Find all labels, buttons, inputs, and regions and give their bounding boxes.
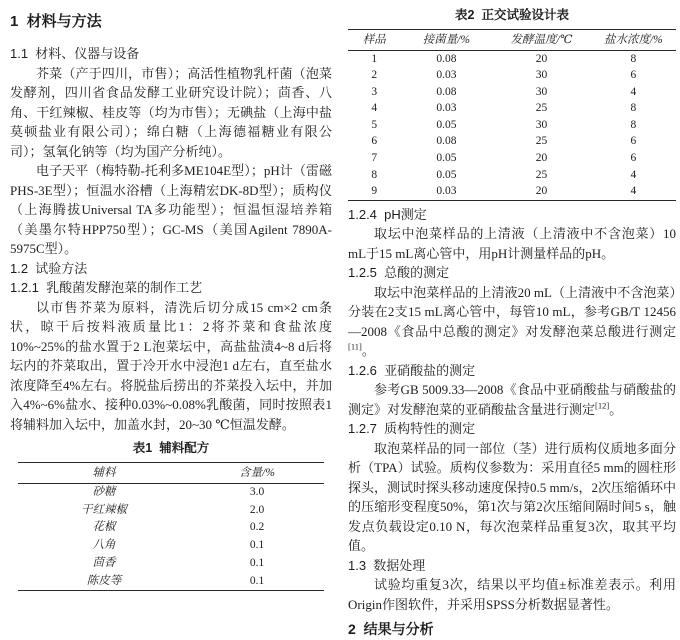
table-cell: 陈皮等	[86, 574, 122, 587]
table-cell: 0.1	[249, 556, 265, 569]
paragraph-materials: 芥菜（产于四川，市售）；高活性植物乳杆菌（泡菜发酵剂，四川省食品发酵工业研究设计院）；茴香、八角、干红辣椒、桂皮等（均为市售）；无碘盐（上海中盐莫顿盐业有限公司）；绵白糖（上海德福糖业有限公司）；氢氧化钠等（均为国产分析纯）。	[10, 65, 332, 159]
column-header: 含量/%	[190, 462, 324, 483]
section-heading-results-clipped: 2 结果与分析	[348, 621, 434, 638]
subsection-heading-nitrite: 1.2.6 亚硝酸盐的测定	[348, 362, 476, 378]
table-row	[348, 167, 676, 184]
table-auxiliary-ingredients	[18, 462, 324, 591]
table-row	[348, 150, 676, 167]
subsection-heading-pickle-process: 1.2.1 乳酸菌发酵泡菜的制作工艺	[10, 280, 203, 295]
table-cell: 8	[630, 52, 637, 65]
section-heading-materials-methods: 1 材料与方法	[10, 13, 102, 30]
table-cell: 干红辣椒	[81, 503, 128, 516]
table-cell: 花椒	[92, 521, 116, 534]
table-cell: 茴香	[92, 556, 116, 569]
table-cell: 3	[371, 85, 378, 98]
paragraph-total-acid-text: 取坛中泡菜样品的上清液20 mL（上清液中不含泡菜）分装在2支15 mL离心管中，每管10 mL，参考GB/T 12456—2008《食品中总酸的测定》对发酵泡菜总酸进行测定	[348, 284, 676, 339]
table-cell: 25	[535, 102, 548, 115]
table-cell: 2	[371, 69, 378, 82]
table-cell: 4	[630, 85, 637, 98]
table-cell: 0.05	[436, 118, 457, 131]
table-row	[348, 67, 676, 84]
table-cell: 0.1	[249, 574, 265, 587]
subsection-heading-methods: 1.2 试验方法	[10, 260, 88, 276]
table-cell: 0.03	[436, 69, 457, 82]
table-cell: 6	[371, 135, 378, 148]
table-cell: 4	[371, 102, 378, 115]
citation-ref-11: [11]	[348, 342, 362, 353]
table-cell: 0.03	[436, 185, 457, 198]
table-header-row	[348, 29, 676, 50]
table-cell: 30	[535, 69, 548, 82]
table-cell: 25	[535, 168, 548, 181]
table-cell: 0.08	[436, 85, 457, 98]
subsection-heading-data-processing: 1.3 数据处理	[348, 557, 426, 573]
table-row	[18, 537, 324, 555]
paragraph-data-processing: 试验均重复3次，结果以平均值±标准差表示。利用Origin作图软件，并采用SPSS分析数据显著性。	[348, 577, 676, 612]
paragraph-nitrite	[348, 380, 676, 419]
table-cell: 2.0	[249, 503, 265, 516]
table-row	[18, 501, 324, 519]
table-cell: 0.2	[249, 521, 265, 534]
paragraph-nitrite-text: 参考GB 5009.33—2008《食品中亚硝酸盐与硝酸盐的测定》对发酵泡菜的亚硝酸盐含量进行测定	[348, 382, 676, 417]
table-row	[348, 100, 676, 117]
subsection-heading-total-acid: 1.2.5 总酸的测定	[348, 265, 450, 281]
table-row	[348, 133, 676, 150]
table-row	[18, 519, 324, 537]
subsection-heading-materials-equipment: 1.1 材料、仪器与设备	[10, 46, 140, 61]
left-column	[10, 4, 332, 597]
table-header-row	[18, 462, 324, 483]
table-row	[348, 50, 676, 67]
table-cell: 5	[371, 118, 378, 131]
column-header: 发酵温度/℃	[492, 29, 590, 50]
column-header: 样品	[348, 29, 400, 50]
table-cell: 0.08	[436, 52, 457, 65]
table-cell: 8	[630, 118, 637, 131]
table-cell: 0.03	[436, 102, 457, 115]
table-cell: 3.0	[249, 486, 265, 499]
table-cell: 20	[535, 52, 548, 65]
column-header: 接菌量/%	[400, 29, 492, 50]
table-cell: 0.1	[249, 539, 265, 552]
table-cell: 4	[630, 185, 637, 198]
table-cell: 20	[535, 185, 548, 198]
paragraph-pickle-process: 以市售芥菜为原料，清洗后切分成15 cm×2 cm条状，晾干后按料液质量比1：2将芥菜和食盐浓度10%~25%的盐水置于2 L泡菜坛中，高盐盐渍4~8 d后将坛内的芥菜取出，置于冷开水中浸泡1 d左右，直至盐水浓度降至4%左右。将脱盐后捞出的芥菜投入坛中，并加入4%~6%盐水、接种0.03%~0.08%乳酸菌，同时按照表1将辅料加入坛中，加盖水封，20~30 ℃恒温发酵。	[10, 299, 332, 432]
right-column	[348, 4, 676, 638]
paragraph-instruments: 电子天平（梅特勒-托利多ME104E型）；pH计（雷磁PHS-3E型）；恒温水浴槽（上海精宏DK-8D型）；质构仪（上海腾拔Universal TA多功能型）；恒温恒湿培养箱（美墨尔特HPP750型）；GC-MS（美国Agilent 7890A-5975C型）。	[10, 163, 332, 256]
table-cell: 30	[535, 85, 548, 98]
table2-title: 表2 正交试验设计表	[455, 8, 569, 22]
table-row	[348, 183, 676, 200]
paragraph-total-acid	[348, 283, 676, 361]
table-row	[348, 117, 676, 134]
table-cell: 25	[535, 135, 548, 148]
table-cell: 0.05	[436, 168, 457, 181]
paragraph-ph: 取坛中泡菜样品的上清液（上清液中不含泡菜）10 mL于15 mL离心管中，用pH计测量样品的pH。	[348, 226, 676, 261]
subsection-heading-ph: 1.2.4 pH测定	[348, 206, 427, 222]
table-cell: 4	[630, 168, 637, 181]
table-cell: 砂糖	[92, 486, 116, 499]
table-cell: 6	[630, 69, 637, 82]
table-row	[18, 554, 324, 572]
paragraph-texture: 取泡菜样品的同一部位（茎）进行质构仪质地多面分析（TPA）试验。质构仪参数为：采用直径5 mm的圆柱形探头，测试时探头移动速度保持0.5 mm/s，2次压缩循环中的压缩形变程度50%，第1次与第2次压缩间隔时间5 s，触发点负载设定0.10 N，每次泡菜样品重复3次，取其平均值。	[348, 440, 676, 554]
column-header: 辅料	[18, 462, 190, 483]
table-cell: 9	[371, 185, 378, 198]
table-row	[348, 84, 676, 101]
table-cell: 八角	[92, 539, 116, 552]
table-cell: 8	[630, 102, 637, 115]
paragraph-nitrite-end: 。	[609, 401, 623, 417]
table-row	[18, 483, 324, 501]
subsection-heading-texture: 1.2.7 质构特性的测定	[348, 421, 476, 437]
table-cell: 0.08	[436, 135, 457, 148]
table-cell: 1	[371, 52, 378, 65]
table-cell: 6	[630, 152, 637, 165]
table-cell: 30	[535, 118, 548, 131]
table-cell: 20	[535, 152, 548, 165]
table-cell: 0.05	[436, 152, 457, 165]
table1-title: 表1 辅料配方	[132, 441, 210, 455]
column-header: 盐水浓度/%	[591, 29, 676, 50]
table-orthogonal-design	[348, 29, 676, 201]
paragraph-total-acid-end: 。	[361, 343, 375, 359]
table-cell: 6	[630, 135, 637, 148]
table-row	[18, 572, 324, 590]
citation-ref-12: [12]	[595, 400, 610, 411]
table-cell: 8	[371, 168, 378, 181]
table-cell: 7	[371, 152, 378, 165]
